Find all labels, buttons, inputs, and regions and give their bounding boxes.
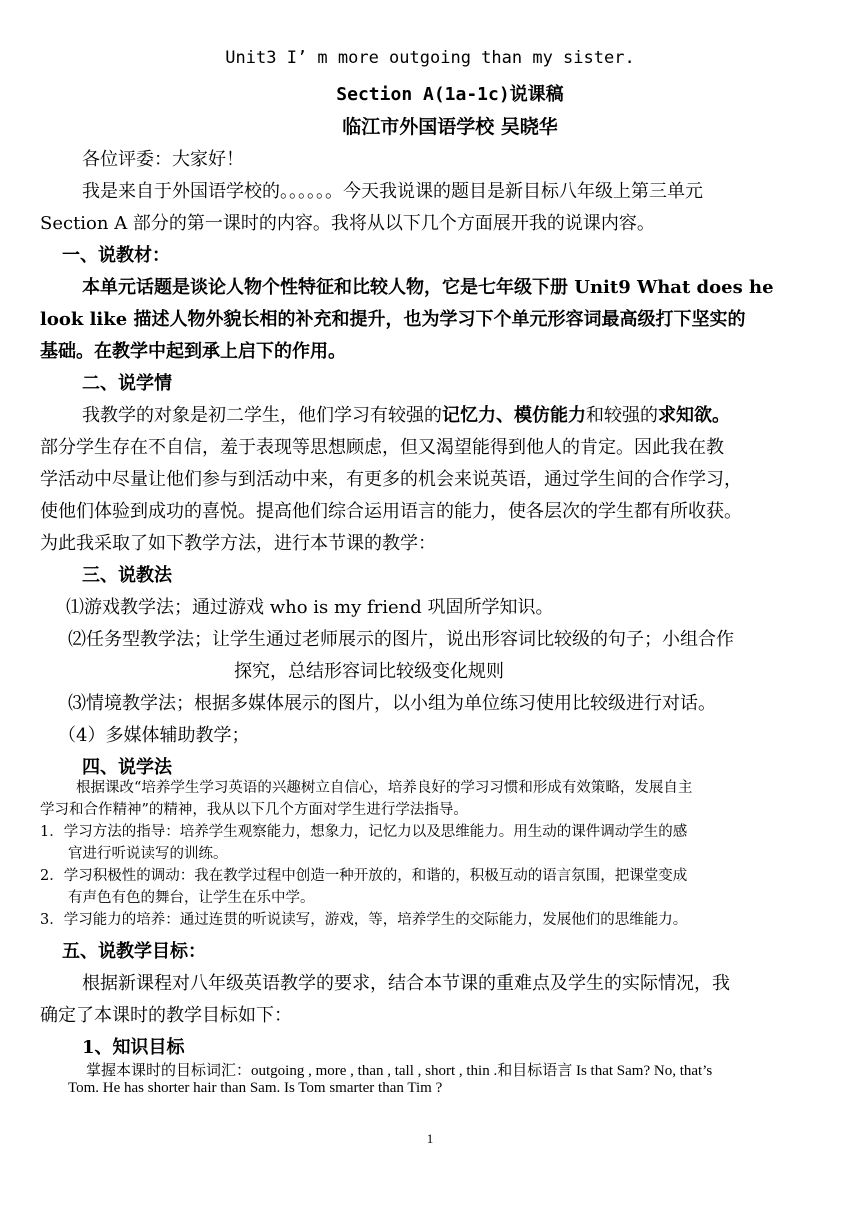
section-4-heading: 四、说学法 (82, 757, 172, 778)
method-item-2-cont: 探究，总结形容词比较级变化规则 (234, 661, 504, 682)
study-item-2-cont: 有声色有色的舞台，让学生在乐中学。 (68, 890, 315, 906)
section-2-text-a: 我教学的对象是初二学生，他们学习有较强的 (82, 405, 442, 426)
section-1-heading: 一、说教材： (62, 245, 170, 266)
method-item-2: ⑵任务型教学法；让学生通过老师展示的图片，说出形容词比较级的句子；小组合作 (68, 629, 734, 650)
method-item-1: ⑴游戏教学法；通过游戏 who is my friend 巩固所学知识。 (66, 597, 554, 618)
section-2-heading: 二、说学情 (82, 373, 172, 394)
section-1-line-1: 本单元话题是谈论人物个性特征和比较人物，它是七年级下册 Unit9 What does he (82, 277, 774, 298)
section-2-emph-memory: 记忆力、模仿能力 (442, 405, 586, 426)
section-2-line-3: 学活动中尽量让他们参与到活动中来，有更多的机会来说英语，通过学生间的合作学习， (40, 469, 742, 490)
section-3-heading: 三、说教法 (82, 565, 172, 586)
method-item-3: ⑶情境教学法；根据多媒体展示的图片，以小组为单位练习使用比较级进行对话。 (68, 693, 716, 714)
doc-subtitle: Section A(1a-1c)说课稿 (336, 84, 564, 105)
section-2-line-2: 部分学生存在不自信，羞于表现等思想顾虑，但又渴望能得到他人的肯定。因此我在教 (40, 437, 724, 458)
section-1-line-2: look like 描述人物外貌长相的补充和提升，也为学习下个单元形容词最高级打下坚实的 (40, 309, 746, 330)
section-5-heading: 五、说教学目标： (62, 941, 206, 962)
intro-line-1: 我是来自于外国语学校的。。。。。。今天我说课的题目是新目标八年级上第三单元 (82, 181, 703, 202)
doc-author: 临江市外国语学校 吴晓华 (342, 116, 558, 138)
knowledge-goal-line-2: Tom. He has shorter hair than Sam. Is Tom smarter than Tim ? (68, 1080, 443, 1096)
page-number: 1 (426, 1131, 434, 1146)
greeting: 各位评委：大家好！ (82, 149, 244, 170)
section-1-line-3: 基础。在教学中起到承上启下的作用。 (40, 341, 346, 362)
knowledge-goal-line-1: 掌握本课时的目标词汇：outgoing , more , than , tall , short , thin .和目标语言 Is that Sam? No, that’s (86, 1063, 713, 1079)
section-4-para-1: 根据课改“培养学生学习英语的兴趣树立自信心，培养良好的学习习惯和形成有效策略，发展自主 (76, 780, 693, 796)
section-4-para-2: 学习和合作精神”的精神，我从以下几个方面对学生进行学法指导。 (40, 802, 468, 818)
section-2-line-5: 为此我采取了如下教学方法，进行本节课的教学： (40, 533, 436, 554)
study-item-1: 1．学习方法的指导：培养学生观察能力，想象力，记忆力以及思维能力。用生动的课件调动学生的感 (40, 824, 688, 840)
knowledge-goal-heading: 1、知识目标 (82, 1037, 185, 1058)
section-5-line-1: 根据新课程对八年级英语教学的要求，结合本节课的重难点及学生的实际情况，我 (82, 973, 730, 994)
section-2-emph-curiosity: 求知欲。 (658, 405, 730, 426)
intro-line-2: Section A 部分的第一课时的内容。我将从以下几个方面展开我的说课内容。 (40, 213, 655, 234)
study-item-3: 3．学习能力的培养：通过连贯的听说读写，游戏，等，培养学生的交际能力，发展他们的思维能力。 (40, 912, 688, 928)
study-item-1-cont: 官进行听说读写的训练。 (68, 846, 228, 862)
section-5-line-2: 确定了本课时的教学目标如下： (40, 1005, 292, 1026)
section-2-line-1 (82, 401, 860, 427)
section-2-line-4: 使他们体验到成功的喜悦。提高他们综合运用语言的能力，使各层次的学生都有所收获。 (40, 501, 742, 522)
doc-title: Unit3 I’ m more outgoing than my sister. (225, 48, 635, 68)
study-item-2: 2．学习积极性的调动：我在教学过程中创造一种开放的，和谐的，积极互动的语言氛围，把课堂变成 (40, 868, 688, 884)
method-item-4: （4）多媒体辅助教学； (58, 725, 250, 746)
section-2-text-c: 和较强的 (586, 405, 658, 426)
